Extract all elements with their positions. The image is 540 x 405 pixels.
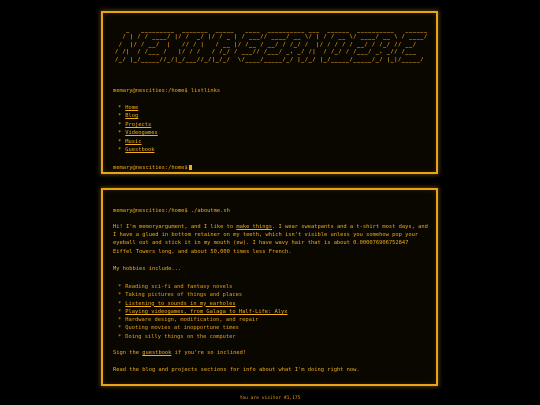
hobby-text: Doing silly things on the computer <box>125 333 236 340</box>
nav-link-videogames[interactable]: Videogames <box>125 130 158 137</box>
bullet-icon: * <box>118 147 122 154</box>
bullet-icon: * <box>118 325 122 332</box>
bullet-icon: * <box>118 284 122 290</box>
bullet-icon: * <box>118 138 122 145</box>
intro-paragraph <box>113 223 431 256</box>
hobby-item <box>118 308 288 316</box>
nav-link-projects[interactable]: Projects <box>125 121 152 128</box>
intro-text-start: Hi! I'm memoryargument, and I like to <box>113 224 237 230</box>
nav-item-music <box>118 138 158 146</box>
hobbies-list <box>118 283 288 341</box>
sign-text-end: if you're so inclined! <box>171 350 247 356</box>
nav-item-projects <box>118 121 158 129</box>
sign-text-start: Sign the <box>113 350 143 356</box>
prompt-listlinks: memary@nescities:/home$ listlinks <box>113 88 221 94</box>
nav-item-guestbook <box>118 146 158 154</box>
hobby-item <box>118 333 288 341</box>
prompt-idle <box>113 165 192 172</box>
cursor-icon <box>189 165 192 170</box>
nav-link-home[interactable]: Home <box>125 105 139 111</box>
bullet-icon: * <box>118 130 122 137</box>
terminal-window-about <box>101 188 438 386</box>
nav-link-blog[interactable]: Blog <box>125 113 139 120</box>
prompt-idle-text: memary@nescities:/home$ <box>113 165 188 171</box>
bullet-icon: * <box>118 113 122 120</box>
nav-link-music[interactable]: Music <box>125 138 142 145</box>
hobby-text: Taking pictures of things and places <box>125 292 243 299</box>
bullet-icon: * <box>118 308 122 315</box>
bullet-icon: * <box>118 300 122 307</box>
hobbies-heading: My hobbies include... <box>113 266 182 272</box>
hobby-text: Hardware design, modification, and repair <box>125 317 259 324</box>
nav-item-blog <box>118 112 158 120</box>
hobby-text: Quoting movies at inopportune times <box>125 325 239 332</box>
bullet-icon: * <box>118 121 122 128</box>
hobby-item <box>118 300 288 308</box>
guestbook-line <box>113 349 431 357</box>
closing-line: Read the blog and projects sections for info about what I'm doing right now. <box>113 367 360 373</box>
nav-link-guestbook[interactable]: Guestbook <box>125 147 155 154</box>
hobby-text: Reading sci-fi and fantasy novels <box>125 284 233 290</box>
terminal-window-menu <box>101 11 438 174</box>
bullet-icon: * <box>118 317 122 324</box>
intro-text-end: . I wear sweatpants and a t-shirt most days, and I have a glued in bottom retainer on my teeth, which isn't visible unless you somehow pop your eyeball out and stick it in my mouth (ew). I have wavy hair that is about 0.000076906752847 Eiffel Towers long, and about 50,000 times less French. <box>113 224 428 255</box>
visitor-counter: You are visitor #1,175 <box>239 396 301 401</box>
nav-item-home <box>118 104 158 112</box>
bullet-icon: * <box>118 333 122 340</box>
hobby-item <box>118 291 288 299</box>
prompt-aboutme: memary@nescities:/home$ ./aboutme.sh <box>113 208 230 214</box>
hobby-item <box>118 324 288 332</box>
bullet-icon: * <box>118 105 122 111</box>
hobby-link-music[interactable]: Listening to sounds in my earholes <box>125 300 236 307</box>
nav-item-videogames <box>118 129 158 137</box>
hobby-item <box>118 316 288 324</box>
ascii-logo: _ _________ _______ _____ ____ __________ ___ ______ __________ ______ / | / / ____/ |/ / _/ |/ / _ | / ___// ____/ __ \/ | / / __ \/ ____/ __ \ / ____/ / |/ / __/ | // / | / __ |/ /__ / __/ / /_/ / |/ / / / / __/ / /_/ // __/ / /| / /___ / |/ / / / /_/ / ___// /___/ _, _/ /| / /_/ / /___/ _, _// /___ /_/ |_/_____//_/|_/___//_/|_/_/ \/____/_____/_/ |_/_/ |_/_____/_____/_/ |_|/_____/ <box>115 27 428 63</box>
guestbook-link[interactable]: guestbook <box>142 350 172 356</box>
bullet-icon: * <box>118 292 122 299</box>
hobby-link-videogames[interactable]: Playing videogames, from Galaga to Half-Life: Alyx <box>125 308 288 315</box>
nav-menu <box>118 104 158 154</box>
make-things-link[interactable]: make things <box>236 224 273 230</box>
hobby-item <box>118 283 288 291</box>
